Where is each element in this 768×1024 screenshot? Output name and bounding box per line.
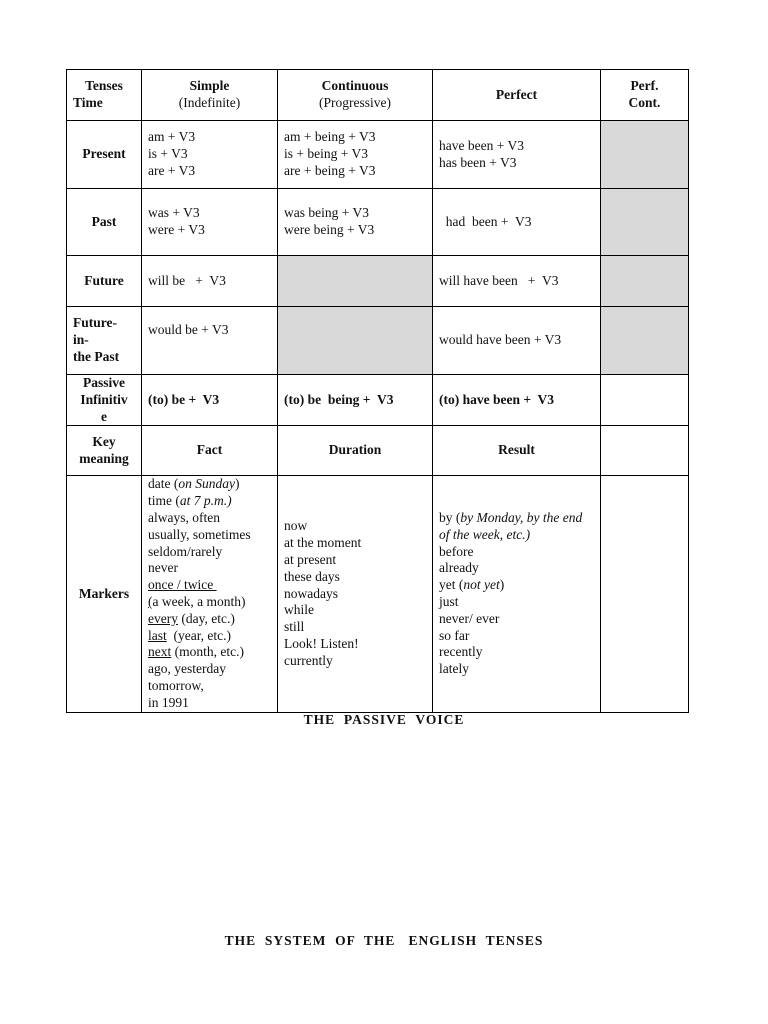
marker-line: while (284, 602, 314, 618)
cell-line: had been + V3 (439, 213, 532, 229)
cell-line: is + being + V3 (284, 146, 368, 162)
header-perfect (433, 70, 601, 121)
marker-line: Look! Listen! (284, 635, 359, 651)
marker-text: last (148, 627, 167, 643)
cell-key-meaning-fact: Fact (142, 426, 278, 476)
marker-line: still (284, 619, 305, 635)
header-simple-sub: (Indefinite) (178, 95, 241, 110)
header-cont-label: Cont. (628, 95, 661, 110)
marker-line: seldom/rarely (148, 543, 223, 559)
cell-future-simple: will be + V3 (142, 256, 278, 307)
cell-line: in- (73, 332, 89, 348)
tenses-table (66, 69, 689, 713)
marker-line: tomorrow, (148, 677, 204, 693)
cell-line: has been + V3 (439, 154, 517, 170)
cell-future-in-past-continuous (278, 307, 433, 375)
marker-text: time ( (148, 493, 180, 509)
cell-line: would have been + V3 (439, 332, 562, 347)
cell-future-in-past-simple (142, 307, 278, 375)
cell-past-continuous (278, 189, 433, 256)
corner-header (67, 70, 142, 121)
marker-line: these days (284, 568, 340, 584)
marker-line: already (439, 560, 479, 576)
row-label-key-meaning (67, 426, 142, 476)
marker-text: a week, a month) (152, 593, 246, 609)
cell-passive-infinitive-simple: (to) be + V3 (142, 375, 278, 426)
header-continuous (278, 70, 433, 121)
cell-future-perf-cont (601, 256, 689, 307)
marker-line: so far (439, 627, 470, 643)
marker-line: before (439, 543, 474, 559)
cell-present-simple (142, 121, 278, 189)
cell-line: were being + V3 (284, 222, 375, 237)
marker-line (148, 476, 271, 493)
marker-text: date ( (148, 476, 179, 492)
cell-line: would be + V3 (148, 322, 229, 337)
corner-tenses-label: Tenses (85, 78, 123, 94)
marker-text: on Sunday (178, 476, 235, 492)
cell-line: Key (92, 434, 116, 450)
cell-line: are + being + V3 (284, 162, 376, 178)
row-present (67, 121, 689, 189)
passive-voice-caption: THE PASSIVE VOICE (303, 712, 465, 727)
cell-line: are + V3 (148, 162, 196, 178)
marker-line: at the moment (284, 535, 362, 551)
marker-text: ) (499, 577, 505, 593)
header-continuous-sub: (Progressive) (319, 95, 391, 110)
marker-text: by Monday, by the end of the week, etc.) (439, 509, 583, 542)
header-perfect-label: Perfect (495, 86, 538, 102)
cell-line: the Past (73, 348, 120, 364)
row-label-future: Future (67, 256, 142, 307)
cell-passive-infinitive-perfect: (to) have been + V3 (433, 375, 601, 426)
corner-time-label: Time (73, 95, 103, 110)
marker-text: by ( (439, 509, 461, 525)
cell-key-meaning-duration: Duration (278, 426, 433, 476)
cell-present-perf-cont (601, 121, 689, 189)
header-perf-label: Perf. (630, 78, 659, 94)
cell-line: e (101, 408, 107, 424)
marker-text: every (148, 610, 178, 626)
marker-line: never/ ever (439, 610, 500, 626)
row-label-past: Past (67, 189, 142, 256)
marker-line (148, 644, 271, 661)
cell-line: Passive (83, 375, 125, 390)
cell-passive-infinitive-perf-cont (601, 375, 689, 426)
cell-line: have been + V3 (439, 137, 524, 153)
marker-text: ) (234, 476, 240, 492)
row-key-meaning (67, 426, 689, 476)
cell-past-perf-cont (601, 189, 689, 256)
marker-line: currently (284, 652, 333, 668)
marker-line: in 1991 (148, 694, 189, 710)
cell-passive-infinitive-continuous: (to) be being + V3 (278, 375, 433, 426)
cell-line: am + being + V3 (284, 129, 376, 145)
header-continuous-label: Continuous (321, 78, 389, 94)
cell-markers-continuous (278, 476, 433, 712)
cell-future-perfect: will have been + V3 (433, 256, 601, 307)
cell-markers-simple (142, 476, 278, 712)
cell-markers-perfect (433, 476, 601, 712)
marker-line: recently (439, 644, 483, 660)
marker-text: (year, etc.) (166, 627, 232, 643)
row-label-present: Present (67, 121, 142, 189)
marker-line: ago, yesterday (148, 661, 226, 677)
cell-line: were + V3 (148, 222, 205, 237)
marker-line (439, 510, 594, 544)
header-simple (142, 70, 278, 121)
cell-line: meaning (79, 450, 129, 466)
cell-past-simple (142, 189, 278, 256)
marker-text: ( (148, 593, 153, 609)
marker-text: (month, etc.) (171, 644, 244, 660)
row-label-passive-infinitive (67, 375, 142, 426)
marker-line (148, 611, 271, 628)
marker-line (148, 493, 271, 510)
cell-future-continuous (278, 256, 433, 307)
cell-key-meaning-perf-cont (601, 426, 689, 476)
marker-line: lately (439, 661, 469, 677)
cell-future-in-past-perfect (433, 307, 601, 375)
cell-key-meaning-result: Result (433, 426, 601, 476)
marker-line (439, 577, 594, 594)
marker-line: now (284, 518, 308, 534)
marker-text: next (148, 644, 172, 660)
row-future (67, 256, 689, 307)
cell-past-perfect (433, 189, 601, 256)
system-of-tenses-caption: THE SYSTEM OF THE ENGLISH TENSES (224, 933, 544, 948)
header-simple-label: Simple (189, 78, 230, 94)
marker-line: always, often (148, 509, 220, 525)
cell-line: am + V3 (148, 129, 196, 145)
marker-line (148, 628, 271, 645)
cell-future-in-past-perf-cont (601, 307, 689, 375)
cell-line: is + V3 (148, 146, 188, 162)
marker-line: once / twice (148, 577, 217, 593)
cell-line: Infinitiv (80, 391, 128, 407)
row-label-future-in-past (67, 307, 142, 375)
table-header-row (67, 70, 689, 121)
cell-line: was being + V3 (284, 205, 369, 221)
marker-line (148, 594, 271, 611)
marker-text: at 7 p.m.) (179, 493, 232, 509)
marker-text: (day, etc.) (177, 610, 235, 626)
cell-line: Future- (73, 315, 117, 331)
cell-present-perfect (433, 121, 601, 189)
row-label-markers: Markers (67, 476, 142, 712)
cell-line: was + V3 (148, 205, 200, 221)
row-passive-infinitive (67, 375, 689, 426)
row-future-in-past (67, 307, 689, 375)
marker-line: usually, sometimes (148, 526, 251, 542)
marker-line: never (148, 560, 178, 576)
cell-present-continuous (278, 121, 433, 189)
marker-line: nowadays (284, 585, 338, 601)
marker-text: yet ( (439, 577, 464, 593)
marker-text: not yet (463, 577, 500, 593)
marker-line: at present (284, 551, 337, 567)
header-perf-cont (601, 70, 689, 121)
cell-markers-perf-cont (601, 476, 689, 712)
row-markers (67, 476, 689, 712)
row-past (67, 189, 689, 256)
marker-line: just (439, 593, 459, 609)
